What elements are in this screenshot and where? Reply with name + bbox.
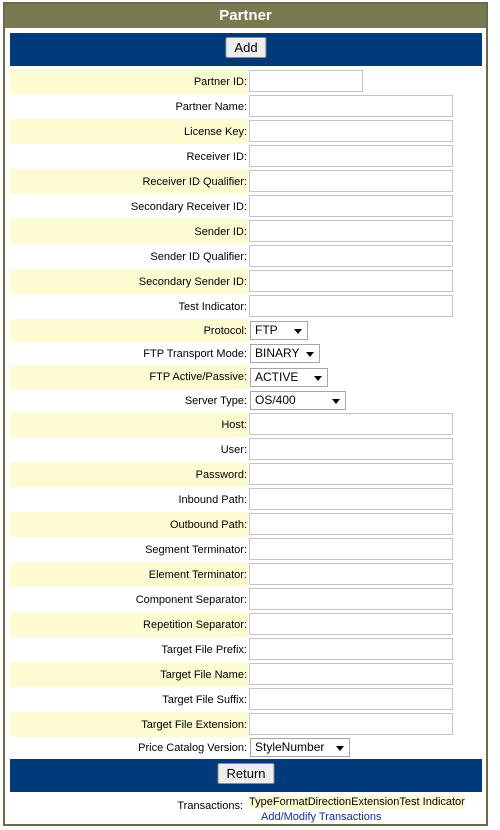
panel-title: Partner (5, 4, 486, 28)
row-host (10, 412, 482, 437)
chevron-down-icon (314, 376, 322, 381)
secondary-receiver-id-input[interactable] (249, 195, 453, 217)
user-input[interactable] (249, 438, 453, 460)
chevron-down-icon (332, 399, 340, 404)
row-sender-id-qualifier (10, 244, 482, 269)
sender-id-input[interactable] (249, 220, 453, 242)
row-price-catalog-version (10, 737, 482, 759)
inbound-path-label: Inbound Path: (178, 493, 247, 506)
target-file-name-input[interactable] (249, 663, 453, 685)
bottom-action-bar (10, 759, 482, 792)
row-repetition-separator (10, 612, 482, 637)
ftp-active-passive-value: ACTIVE (255, 370, 299, 384)
row-inbound-path (10, 487, 482, 512)
password-input[interactable] (249, 463, 453, 485)
element-terminator-label: Element Terminator: (148, 568, 247, 581)
transactions-label: Transactions: (177, 800, 243, 812)
chevron-down-icon (306, 352, 314, 357)
row-receiver-id (10, 144, 482, 169)
add-button[interactable]: Add (225, 37, 266, 58)
row-target-file-prefix (10, 637, 482, 662)
row-secondary-receiver-id (10, 194, 482, 219)
receiver-id-qualifier-label: Receiver ID Qualifier: (142, 175, 247, 188)
segment-terminator-input[interactable] (249, 538, 453, 560)
sender-id-label: Sender ID: (194, 225, 247, 238)
license-key-input[interactable] (249, 120, 453, 142)
row-password (10, 462, 482, 487)
row-target-file-suffix (10, 687, 482, 712)
ftp-active-passive-select[interactable] (250, 368, 328, 387)
row-user (10, 437, 482, 462)
row-target-file-extension (10, 712, 482, 737)
test-indicator-label: Test Indicator: (178, 300, 247, 313)
row-element-terminator (10, 562, 482, 587)
top-action-bar (10, 33, 482, 66)
transactions-header-type: Type (249, 796, 273, 808)
component-separator-label: Component Separator: (135, 593, 247, 606)
server-type-label: Server Type: (184, 394, 247, 407)
test-indicator-input[interactable] (249, 295, 453, 317)
target-file-prefix-input[interactable] (249, 638, 453, 660)
user-label: User: (220, 443, 247, 456)
row-target-file-name (10, 662, 482, 687)
component-separator-input[interactable] (249, 588, 453, 610)
host-label: Host: (221, 418, 247, 431)
protocol-select[interactable] (250, 321, 308, 340)
row-secondary-sender-id (10, 269, 482, 294)
partner-id-input[interactable] (249, 70, 363, 92)
protocol-value: FTP (255, 323, 278, 337)
row-test-indicator (10, 294, 482, 319)
ftp-transport-mode-value: BINARY (255, 346, 300, 360)
sender-id-qualifier-input[interactable] (249, 245, 453, 267)
partner-id-label: Partner ID: (193, 75, 247, 88)
license-key-label: License Key: (184, 125, 247, 138)
partner-name-label: Partner Name: (175, 100, 247, 113)
target-file-extension-input[interactable] (249, 713, 453, 735)
target-file-prefix-label: Target File Prefix: (161, 643, 247, 656)
row-ftp-transport-mode (10, 342, 482, 365)
secondary-sender-id-label: Secondary Sender ID: (138, 275, 247, 288)
password-label: Password: (195, 468, 247, 481)
add-modify-transactions-link[interactable]: Add/Modify Transactions (261, 811, 382, 823)
repetition-separator-label: Repetition Separator: (143, 618, 247, 631)
row-ftp-active-passive (10, 365, 482, 389)
row-license-key (10, 119, 482, 144)
segment-terminator-label: Segment Terminator: (145, 543, 247, 556)
price-catalog-version-select[interactable] (250, 738, 350, 757)
inbound-path-input[interactable] (249, 488, 453, 510)
row-component-separator (10, 587, 482, 612)
server-type-value: OS/400 (255, 393, 296, 407)
transactions-header-direction: Direction (307, 796, 352, 808)
price-catalog-version-value: StyleNumber (255, 740, 325, 754)
transactions-header-test-indicator: Test Indicator (399, 796, 465, 808)
price-catalog-version-label: Price Catalog Version: (138, 742, 247, 754)
partner-panel (3, 2, 488, 826)
row-partner-name (10, 94, 482, 119)
transactions-header-extension: Extension (351, 796, 400, 808)
host-input[interactable] (249, 413, 453, 435)
protocol-label: Protocol: (203, 324, 247, 337)
outbound-path-label: Outbound Path: (169, 518, 247, 531)
row-segment-terminator (10, 537, 482, 562)
receiver-id-qualifier-input[interactable] (249, 170, 453, 192)
receiver-id-input[interactable] (249, 145, 453, 167)
row-receiver-id-qualifier (10, 169, 482, 194)
row-protocol (10, 319, 482, 342)
ftp-transport-mode-label: FTP Transport Mode: (143, 347, 247, 360)
row-server-type (10, 389, 482, 412)
ftp-transport-mode-select[interactable] (250, 344, 320, 363)
row-outbound-path (10, 512, 482, 537)
repetition-separator-input[interactable] (249, 613, 453, 635)
target-file-suffix-input[interactable] (249, 688, 453, 710)
secondary-sender-id-input[interactable] (249, 270, 453, 292)
return-button[interactable]: Return (217, 763, 274, 784)
chevron-down-icon (336, 746, 344, 751)
row-partner-id (10, 69, 482, 94)
outbound-path-input[interactable] (249, 513, 453, 535)
ftp-active-passive-label: FTP Active/Passive: (149, 371, 247, 383)
element-terminator-input[interactable] (249, 563, 453, 585)
secondary-receiver-id-label: Secondary Receiver ID: (130, 200, 247, 213)
row-sender-id (10, 219, 482, 244)
chevron-down-icon (294, 329, 302, 334)
target-file-suffix-label: Target File Suffix: (162, 693, 247, 706)
transactions-headers (249, 796, 465, 809)
sender-id-qualifier-label: Sender ID Qualifier: (150, 250, 247, 263)
transactions-header-format: Format (272, 796, 308, 808)
server-type-select[interactable] (250, 391, 346, 410)
target-file-extension-label: Target File Extension: (141, 718, 247, 731)
target-file-name-label: Target File Name: (160, 668, 247, 681)
receiver-id-label: Receiver ID: (186, 150, 247, 163)
partner-name-input[interactable] (249, 95, 453, 117)
